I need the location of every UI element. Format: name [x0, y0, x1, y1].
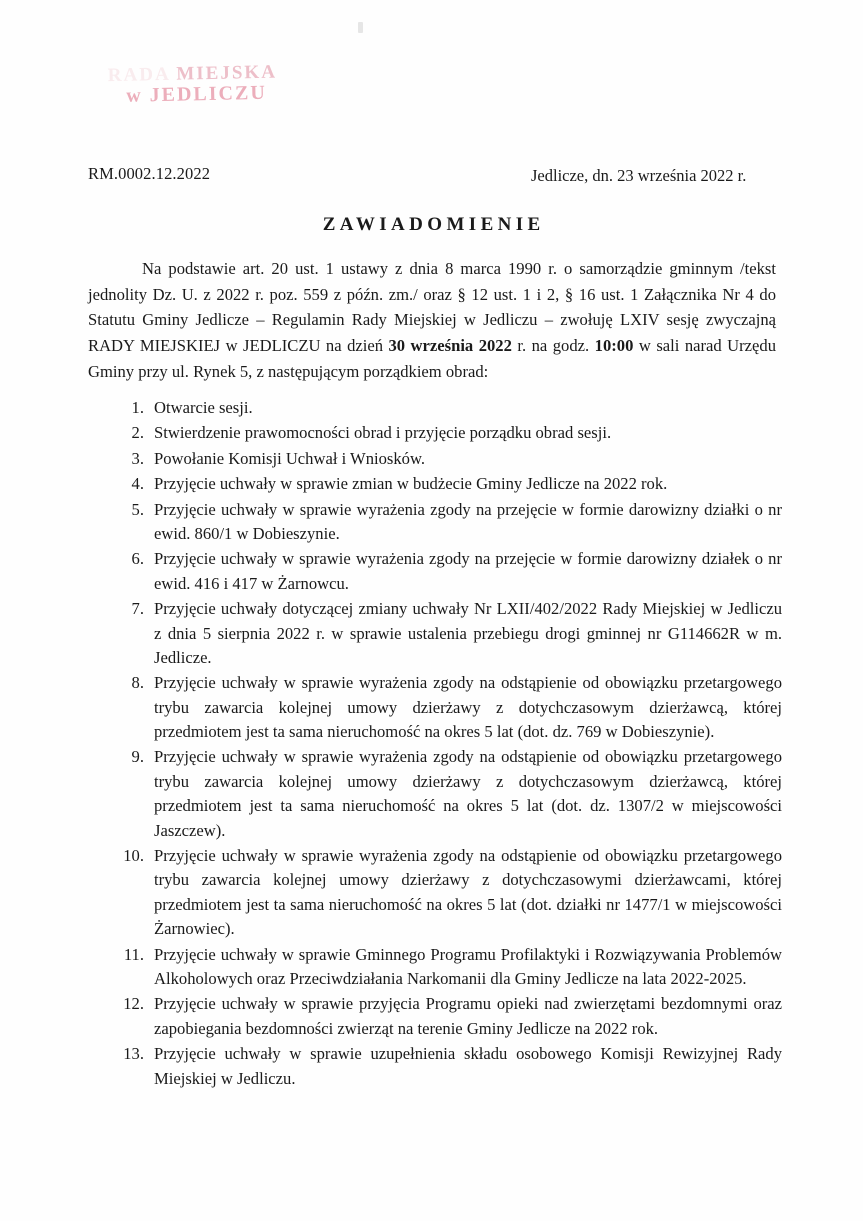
agenda-item-text: Powołanie Komisji Uchwał i Wniosków. [154, 448, 426, 468]
agenda-item [110, 844, 782, 942]
agenda-item-number: 1. [131, 398, 144, 417]
page-title: ZAWIADOMIENIE [322, 214, 545, 235]
agenda-item-text: Przyjęcie uchwały w sprawie wyrażenia zgody na odstąpienie od obowiązku przetargowego trybu zawarcia kolejnej umowy dzierżawy z dotychczasowym dzierżawcą, której przedmiotem jest ta sama nieruchomość na okres 5 lat (dot. dz. 1307/2 w miejscowości Jaszczew). [154, 747, 782, 840]
agenda-item-number: 12. [123, 994, 144, 1014]
agenda-item [110, 447, 782, 471]
agenda-item-text: Przyjęcie uchwały dotyczącej zmiany uchwały Nr LXII/402/2022 Rady Miejskiej w Jedliczu z dnia 5 sierpnia 2022 r. w sprawie ustalenia przebiegu drogi gminnej nr G114662R w m. Jedlicze. [154, 599, 782, 667]
agenda-item-number: 8. [131, 673, 144, 693]
session-date: 30 września 2022 [388, 336, 512, 356]
intro-part-2: r. na godz. [511, 336, 595, 356]
agenda-item-text: Przyjęcie uchwały w sprawie Gminnego Programu Profilaktyki i Rozwiązywania Problemów Alkoholowych oraz Przeciwdziałania Narkomanii dla Gminy Jedlicze na lata 2022-2025. [154, 944, 782, 988]
agenda-item-number: 13. [123, 1044, 144, 1064]
agenda-item [110, 1042, 782, 1091]
agenda-item [110, 472, 782, 496]
agenda-item [110, 745, 782, 843]
agenda-item-number: 6. [131, 549, 144, 569]
agenda-item-text: Przyjęcie uchwały w sprawie wyrażenia zgody na odstąpienie od obowiązku przetargowego trybu zawarcia kolejnej umowy dzierżawy z dotychczasowym dzierżawcą, której przedmiotem jest ta sama nieruchomość na okres 5 lat (dot. dz. 769 w Dobieszynie). [154, 673, 782, 742]
agenda-item-number: 3. [131, 448, 144, 468]
agenda-item-number: 2. [131, 423, 144, 443]
agenda-item-number: 4. [131, 474, 144, 494]
agenda-item [110, 396, 782, 420]
agenda-list [110, 396, 782, 1092]
council-stamp [104, 62, 315, 107]
agenda-item-text: Przyjęcie uchwały w sprawie przyjęcia Programu opieki nad zwierzętami bezdomnymi oraz zapobiegania bezdomności zwierząt na terenie Gminy Jedlicze na 2022 rok. [154, 994, 782, 1038]
agenda-item-number: 11. [123, 944, 144, 964]
agenda-item [110, 421, 782, 445]
intro-part-1: Na podstawie art. 20 ust. 1 ustawy z dnia 8 marca 1990 r. o samorządzie gminnym /tekst jednolity Dz. U. z 2022 r. poz. 559 z późn. zm./ oraz § 12 ust. 1 i 2, § 16 ust. 1 Załącznika Nr 4 do Statutu Gminy Jedlicze – Regulamin Rady Miejskiej w Jedliczu – zwołuję LXIV sesję zwyczajną RADY MIEJSKIEJ w JEDLICZU na dzień [88, 259, 776, 356]
agenda-item [110, 992, 782, 1041]
session-time: 10:00 [594, 336, 634, 356]
stamp-line-2: w JEDLICZU [125, 82, 268, 108]
reference-number: RM.0002.12.2022 [88, 164, 211, 183]
agenda-item-text: Przyjęcie uchwały w sprawie uzupełnienia składu osobowego Komisji Rewizyjnej Rady Miejskiej w Jedliczu. [154, 1044, 782, 1088]
agenda-item-text: Przyjęcie uchwały w sprawie wyrażenia zgody na odstąpienie od obowiązku przetargowego trybu zawarcia kolejnej umowy dzierżawy z dotychczasowymi dzierżawcami, której przedmiotem jest ta sama nieruchomość na okres 5 lat (dot. działki nr 1477/1 w miejscowości Żarnowiec). [154, 846, 782, 939]
agenda-item-number: 7. [131, 599, 144, 619]
agenda-item-number: 10. [123, 846, 144, 866]
agenda-item-text: Przyjęcie uchwały w sprawie wyrażenia zgody na przejęcie w formie darowizny działki o nr ewid. 860/1 w Dobieszynie. [154, 499, 782, 543]
agenda-item-number: 5. [131, 499, 144, 519]
intro-paragraph [88, 256, 776, 385]
agenda-item-number: 9. [131, 747, 144, 767]
agenda-item [110, 597, 782, 670]
stamp-line-1: RADA MIEJSKA [107, 61, 278, 87]
intro-part-3: w sali narad Urzędu Gminy przy ul. Rynek 5, z następującym porządkiem obrad: [88, 336, 776, 381]
agenda-item [110, 943, 782, 992]
agenda-item [110, 498, 782, 547]
place-and-date: Jedlicze, dn. 23 września 2022 r. [531, 166, 747, 185]
scan-artifact [358, 22, 363, 33]
agenda-item-text: Przyjęcie uchwały w sprawie wyrażenia zgody na przejęcie w formie darowizny działek o nr ewid. 416 i 417 w Żarnowcu. [154, 549, 782, 593]
agenda-item [110, 547, 782, 596]
agenda-item-text: Przyjęcie uchwały w sprawie zmian w budżecie Gminy Jedlicze na 2022 rok. [154, 474, 668, 494]
document-header [0, 61, 863, 185]
agenda-item [110, 671, 782, 744]
agenda-item-text: Stwierdzenie prawomocności obrad i przyjęcie porządku obrad sesji. [154, 423, 612, 443]
agenda-item-text: Otwarcie sesji. [154, 398, 253, 417]
